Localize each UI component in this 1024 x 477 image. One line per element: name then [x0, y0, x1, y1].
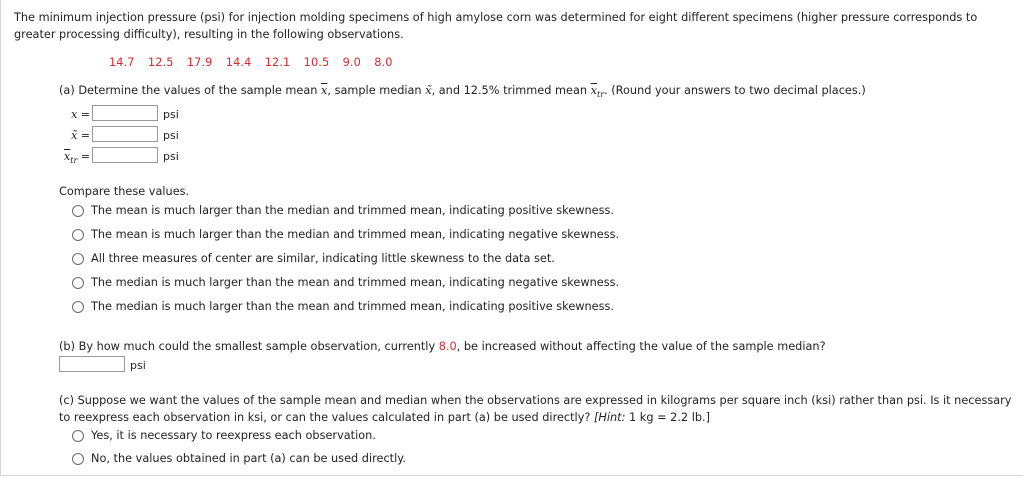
part-b-prompt	[59, 340, 826, 353]
part-b-prefix: (b) By how much could the smallest sample observation, currently	[59, 340, 439, 353]
compare-option[interactable]	[72, 300, 614, 313]
part-c-option[interactable]	[72, 452, 406, 465]
median-label: x̃ =	[71, 129, 90, 142]
mean-unit: psi	[163, 108, 179, 121]
trimmed-subscript: tr	[597, 90, 605, 99]
compare-option-label: The median is much larger than the mean and trimmed mean, indicating negative skewness.	[91, 276, 620, 289]
trimmed-label-eq: =	[77, 150, 90, 163]
part-a-prefix: (a) Determine the values of the sample mean	[59, 84, 322, 97]
radio-button[interactable]	[72, 277, 84, 289]
part-c-option-label: No, the values obtained in part (a) can be used directly.	[91, 452, 406, 465]
part-c-text: (c) Suppose we want the values of the sample mean and median when the observations are expressed in kilograms per square inch (ksi) rather than psi. Is it necessary to reexpress each observation in ksi, or can the values calculated in part (a) be used directly?	[59, 394, 1012, 424]
compare-option-label: The mean is much larger than the median and trimmed mean, indicating positive skewness.	[91, 204, 614, 217]
compare-option[interactable]	[72, 252, 555, 265]
trimmed-label	[50, 150, 90, 165]
radio-button[interactable]	[72, 453, 84, 465]
radio-button[interactable]	[72, 430, 84, 442]
part-b-unit: psi	[130, 359, 146, 372]
compare-option[interactable]	[72, 204, 614, 217]
median-input[interactable]	[92, 126, 158, 142]
observations: 14.7 12.5 17.9 14.4 12.1 10.5 9.0 8.0	[109, 56, 393, 69]
problem-intro: The minimum injection pressure (psi) for injection molding specimens of high amylose corn was determined for eight different specimens (higher pressure corresponds to greater processing difficulty), resulting in the following observations.	[14, 11, 978, 41]
part-c-hint-rest: 1 kg = 2.2 lb.]	[625, 411, 711, 424]
part-a-prompt	[59, 83, 866, 102]
part-c-prompt	[59, 392, 1019, 426]
radio-button[interactable]	[72, 301, 84, 313]
trimmed-label-subscript: tr	[70, 156, 78, 165]
radio-button[interactable]	[72, 205, 84, 217]
mean-input[interactable]	[92, 105, 158, 121]
trimmed-unit: psi	[163, 150, 179, 163]
radio-button[interactable]	[72, 229, 84, 241]
part-a-suffix: . (Round your answers to two decimal places.)	[604, 84, 866, 97]
part-b-input[interactable]	[59, 356, 125, 372]
compare-option[interactable]	[72, 228, 619, 241]
part-c-hint: [Hint:	[593, 411, 626, 424]
compare-heading: Compare these values.	[59, 185, 190, 198]
trimmed-label-symbol: $\overline{x}$	[64, 150, 71, 163]
part-c-option-label: Yes, it is necessary to reexpress each observation.	[91, 429, 376, 442]
part-b-suffix: , be increased without affecting the value of the sample median?	[456, 340, 826, 353]
compare-option-label: The mean is much larger than the median and trimmed mean, indicating negative skewness.	[91, 228, 620, 241]
part-c-option[interactable]	[72, 429, 376, 442]
radio-button[interactable]	[72, 253, 84, 265]
mean-label: x =	[71, 108, 90, 121]
compare-option-label: The median is much larger than the mean and trimmed mean, indicating positive skewness.	[91, 300, 614, 313]
part-a-mid2: , and 12.5% trimmed mean	[431, 84, 591, 97]
median-unit: psi	[163, 129, 179, 142]
trimmed-input[interactable]	[92, 147, 158, 163]
compare-option[interactable]	[72, 276, 619, 289]
part-a-mid1: , sample median	[327, 84, 426, 97]
median-symbol: x̃	[425, 84, 432, 97]
compare-option-label: All three measures of center are similar, indicating little skewness to the data set.	[91, 252, 555, 265]
mean-symbol: $\overline{x}$	[321, 84, 328, 97]
smallest-observation: 8.0	[438, 340, 457, 353]
trimmed-symbol: $\overline{x}$	[590, 84, 598, 97]
